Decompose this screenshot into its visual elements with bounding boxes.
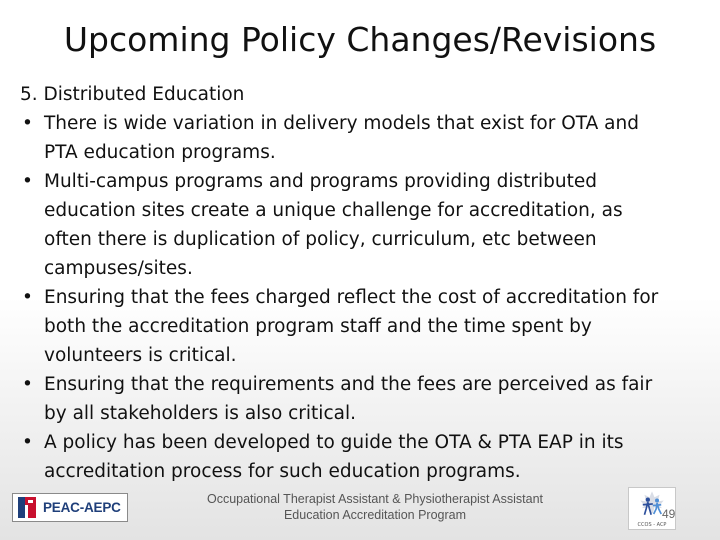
section-heading: 5. Distributed Education — [20, 84, 245, 105]
bullet-line: A policy has been developed to guide the OTA & PTA EAP in its — [44, 432, 624, 453]
bullet-line: both the accreditation program staff and the time spent by — [44, 316, 592, 337]
bullet-marker: • — [22, 374, 33, 395]
slide-content — [20, 80, 710, 486]
footer-text — [170, 491, 580, 523]
bullet-line: PTA education programs. — [44, 142, 276, 163]
bullet-line: accreditation process for such education programs. — [44, 461, 521, 482]
bullet-marker: • — [22, 171, 33, 192]
ccos-logo-text: CCOS - ACP — [637, 522, 667, 528]
bullet-list — [20, 109, 710, 486]
bullet-line: There is wide variation in delivery models that exist for OTA and — [44, 113, 639, 134]
peac-aepc-logo — [12, 493, 128, 522]
bullet-item — [20, 370, 710, 428]
slide-title: Upcoming Policy Changes/Revisions — [63, 20, 657, 59]
bullet-line: by all stakeholders is also critical. — [44, 403, 356, 424]
bullet-marker: • — [22, 287, 33, 308]
bullet-item — [20, 167, 710, 283]
bullet-line: Multi-campus programs and programs providing distributed — [44, 171, 598, 192]
footer-line-1: Occupational Therapist Assistant & Physiotherapist Assistant — [206, 492, 544, 506]
bullet-line: Ensuring that the fees charged reflect the cost of accreditation for — [44, 287, 659, 308]
bullet-marker: • — [22, 113, 33, 134]
bullet-line: volunteers is critical. — [44, 345, 237, 366]
footer-line-2: Education Accreditation Program — [283, 508, 467, 522]
peac-logo-text: PEAC-AEPC — [43, 500, 121, 515]
bullet-item — [20, 428, 710, 486]
bullet-marker: • — [22, 432, 33, 453]
bullet-line: education sites create a unique challenge for accreditation, as — [44, 200, 623, 221]
peac-logo-icon — [16, 495, 40, 520]
bullet-item — [20, 283, 710, 370]
bullet-line: often there is duplication of policy, curriculum, etc between — [44, 229, 597, 250]
bullet-line: Ensuring that the requirements and the fees are perceived as fair — [44, 374, 653, 395]
page-number: 49 — [662, 507, 676, 521]
bullet-item — [20, 109, 710, 167]
bullet-line: campuses/sites. — [44, 258, 193, 279]
